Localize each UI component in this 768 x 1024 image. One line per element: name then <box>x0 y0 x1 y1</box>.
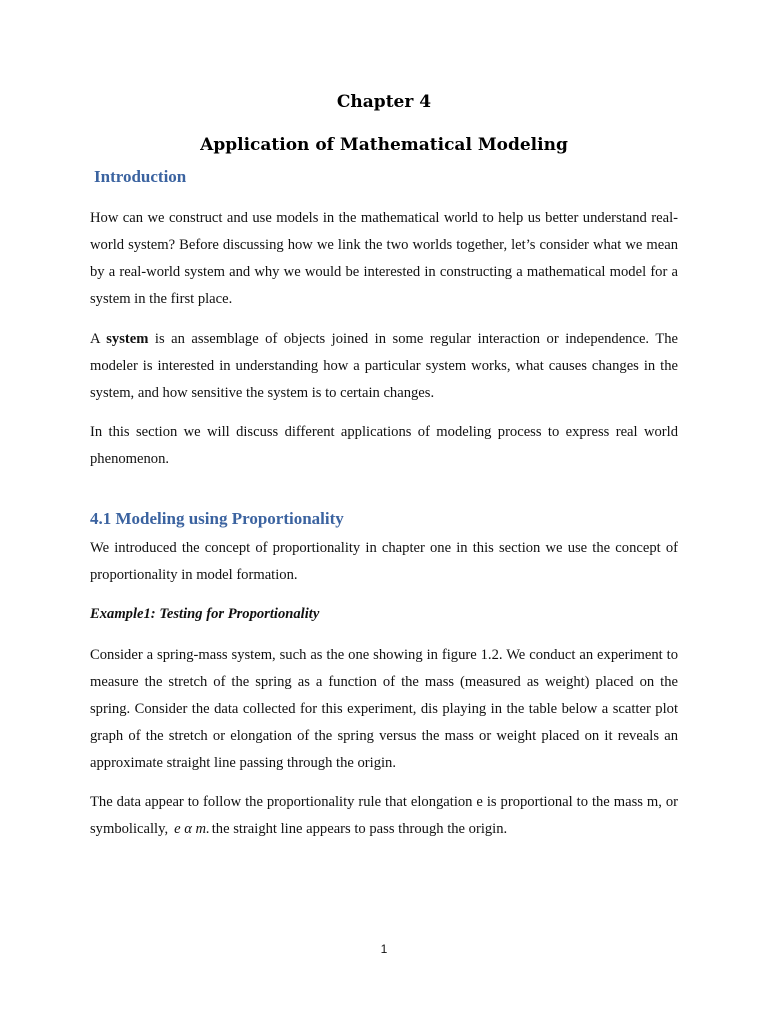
intro-paragraph-2 <box>90 326 678 407</box>
proportionality-rest: the straight line appears to pass through the origin. <box>211 821 508 837</box>
intro-paragraph-1: How can we construct and use models in the mathematical world to help us better understand real-world system? Before discussing how we link the two worlds together, let’s consider what we mean by a real-world system and why we would be interested in constructing a mathematical model for a system in the first place. <box>90 210 678 307</box>
system-term: system <box>106 331 149 347</box>
proportionality-formula: e α m. <box>174 821 210 837</box>
system-lead: A <box>90 331 107 347</box>
system-definition: is an assemblage of objects joined in some regular interaction or independence. The modeler is interested in understanding how a particular system works, what causes changes in the system, and how sensitive the system is to certain changes. <box>90 331 679 401</box>
example-paragraph: Consider a spring-mass system, such as the one showing in figure 1.2. We conduct an experiment to measure the stretch of the spring as a function of the mass (measured as weight) placed on the spring. Consider the data collected for this experiment, dis playing in the table below a scatter plot graph of the stretch or elongation of the spring versus the mass or weight placed on it reveals an approximate straight line passing through the origin. <box>90 647 678 771</box>
introduction-heading: Introduction <box>94 167 187 186</box>
proportionality-lead: The data appear to follow the proportionality rule that elongation e is proportional to the mass m, or symbolically, <box>90 794 678 837</box>
page-number: 1 <box>380 942 388 956</box>
section-4-1-paragraph-1: We introduced the concept of proportionality in chapter one in this section we use the concept of proportionality in model formation. <box>90 540 678 583</box>
chapter-title: Application of Mathematical Modeling <box>200 135 568 155</box>
section-4-1-heading: 4.1 Modeling using Proportionality <box>90 509 344 528</box>
chapter-number: Chapter 4 <box>336 92 432 112</box>
example-heading: Example1: Testing for Proportionality <box>90 606 320 622</box>
proportionality-paragraph <box>90 789 678 843</box>
intro-paragraph-3: In this section we will discuss different applications of modeling process to express real world phenomenon. <box>90 424 678 467</box>
